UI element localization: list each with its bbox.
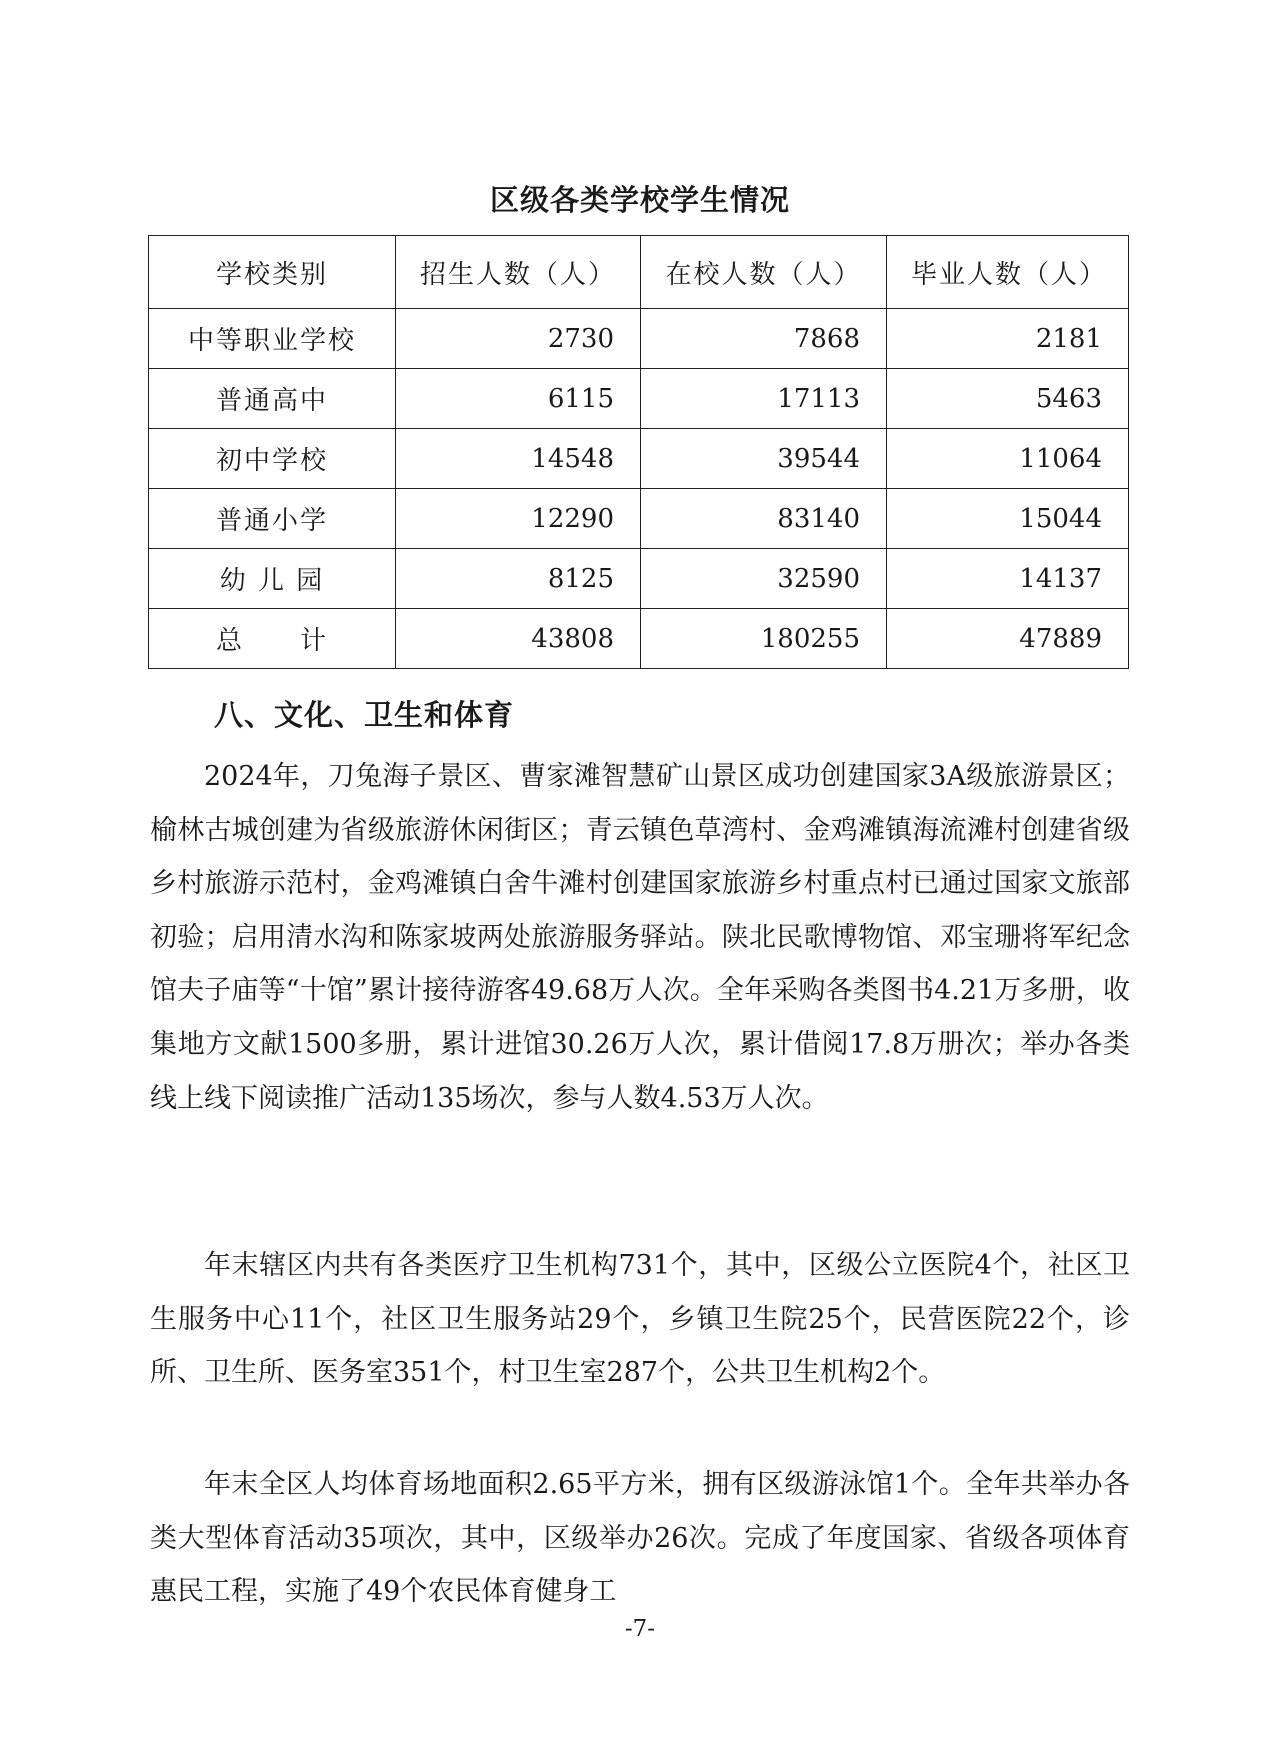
row-category: 中等职业学校	[149, 309, 396, 369]
enrollment-value: 43808	[396, 609, 641, 669]
table-row-total	[149, 609, 1129, 669]
header-school-type: 学校类别	[149, 236, 396, 309]
table-title: 区级各类学校学生情况	[489, 183, 790, 217]
in-school-value: 39544	[641, 429, 887, 489]
graduates-value: 5463	[887, 369, 1129, 429]
enrollment-value: 6115	[396, 369, 641, 429]
row-category: 普通小学	[149, 489, 396, 549]
header-enrollment: 招生人数（人）	[396, 236, 641, 309]
in-school-value: 83140	[641, 489, 887, 549]
table-header-row	[149, 236, 1129, 309]
table-row	[149, 489, 1129, 549]
table-row	[149, 549, 1129, 609]
header-in-school: 在校人数（人）	[641, 236, 887, 309]
graduates-value: 14137	[887, 549, 1129, 609]
enrollment-value: 14548	[396, 429, 641, 489]
enrollment-value: 8125	[396, 549, 641, 609]
paragraph-health: 年末辖区内共有各类医疗卫生机构731个，其中，区级公立医院4个，社区卫生服务中心11个，社区卫生服务站29个，乡镇卫生院25个，民营医院22个，诊所、卫生所、医务室351个，村卫生室287个，公共卫生机构2个。	[150, 1250, 1130, 1389]
in-school-value: 32590	[641, 549, 887, 609]
in-school-value: 180255	[641, 609, 887, 669]
row-category: 幼 儿 园	[149, 549, 396, 609]
table-row	[149, 309, 1129, 369]
in-school-value: 17113	[641, 369, 887, 429]
table-row	[149, 429, 1129, 489]
paragraph-culture: 2024年，刀兔海子景区、曹家滩智慧矿山景区成功创建国家3A级旅游景区；榆林古城创建为省级旅游休闲街区；青云镇色草湾村、金鸡滩镇海流滩村创建省级乡村旅游示范村，金鸡滩镇白舍牛滩村创建国家旅游乡村重点村已通过国家文旅部初验；启用清水沟和陈家坡两处旅游服务驿站。陕北民歌博物馆、邓宝珊将军纪念馆夫子庙等“十馆”累计接待游客49.68万人次。全年采购各类图书4.21万多册，收集地方文献1500多册，累计进馆30.26万人次，累计借阅17.8万册次；举办各类线上线下阅读推广活动135场次，参与人数4.53万人次。	[150, 761, 1130, 1114]
paragraph-sports: 年末全区人均体育场地面积2.65平方米，拥有区级游泳馆1个。全年共举办各类大型体育活动35项次，其中，区级举办26次。完成了年度国家、省级各项体育惠民工程，实施了49个农民体育健身工	[150, 1469, 1130, 1608]
graduates-value: 11064	[887, 429, 1129, 489]
in-school-value: 7868	[641, 309, 887, 369]
header-graduates: 毕业人数（人）	[887, 236, 1129, 309]
row-category: 总 计	[149, 609, 396, 669]
row-category: 普通高中	[149, 369, 396, 429]
student-stats-table	[148, 235, 1129, 669]
graduates-value: 2181	[887, 309, 1129, 369]
section-heading: 八、文化、卫生和体育	[214, 698, 515, 732]
graduates-value: 15044	[887, 489, 1129, 549]
enrollment-value: 12290	[396, 489, 641, 549]
table-row	[149, 369, 1129, 429]
page-number: -7-	[624, 1616, 656, 1642]
enrollment-value: 2730	[396, 309, 641, 369]
graduates-value: 47889	[887, 609, 1129, 669]
row-category: 初中学校	[149, 429, 396, 489]
